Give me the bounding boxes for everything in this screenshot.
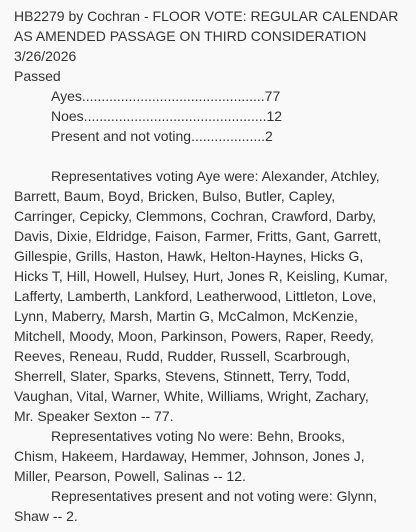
no-voters-line: Miller, Pearson, Powell, Salinas -- 12. [14,468,246,484]
aye-voters-line: Sherrell, Slater, Sparks, Stevens, Stinnett, Terry, Todd, [14,368,351,384]
aye-voters-line: Vaughan, Vital, Warner, White, Williams, Wright, Zachary, [14,388,369,404]
aye-voters-line: Gillespie, Grills, Haston, Hawk, Helton-Haynes, Hicks G, [14,248,364,264]
spacer [14,146,416,166]
present-not-voting-tally: Present and not voting...................2 [51,128,273,144]
aye-voters-line: Mr. Speaker Sexton -- 77. [14,408,174,424]
no-voters-line: Chism, Hakeem, Hardaway, Hemmer, Johnson, Jones J, [14,448,365,464]
present-not-voting-line: Representatives present and not voting were: Glynn, [51,488,378,504]
no-voters-line: Representatives voting No were: Behn, Brooks, [51,428,346,444]
aye-voters-line: Mitchell, Moody, Moon, Parkinson, Powers, Raper, Reedy, [14,328,374,344]
vote-date: 3/26/2026 [14,48,77,64]
ayes-tally: Ayes...............................................77 [51,88,281,104]
vote-result: Passed [14,68,61,84]
noes-tally: Noes...............................................12 [51,108,283,124]
aye-voters-line: Barrett, Baum, Boyd, Bricken, Bulso, Butler, Capley, [14,188,336,204]
aye-voters-line: Representatives voting Aye were: Alexander, Atchley, [51,168,380,184]
present-not-voting-line: Shaw -- 2. [14,508,78,524]
bill-title-line-1: HB2279 by Cochran - FLOOR VOTE: REGULAR CALENDAR [14,8,399,24]
aye-voters-line: Hicks T, Hill, Howell, Hulsey, Hurt, Jones R, Keisling, Kumar, [14,268,388,284]
aye-voters-line: Lynn, Maberry, Marsh, Martin G, McCalmon, McKenzie, [14,308,358,324]
bill-title-line-2: AS AMENDED PASSAGE ON THIRD CONSIDERATION [14,28,367,44]
aye-voters-line: Reeves, Reneau, Rudd, Rudder, Russell, Scarbrough, [14,348,351,364]
aye-voters-line: Davis, Dixie, Eldridge, Faison, Farmer, Fritts, Gant, Garrett, [14,228,382,244]
aye-voters-line: Lafferty, Lamberth, Lankford, Leatherwood, Littleton, Love, [14,288,377,304]
aye-voters-line: Carringer, Cepicky, Clemmons, Cochran, Crawford, Darby, [14,208,377,224]
